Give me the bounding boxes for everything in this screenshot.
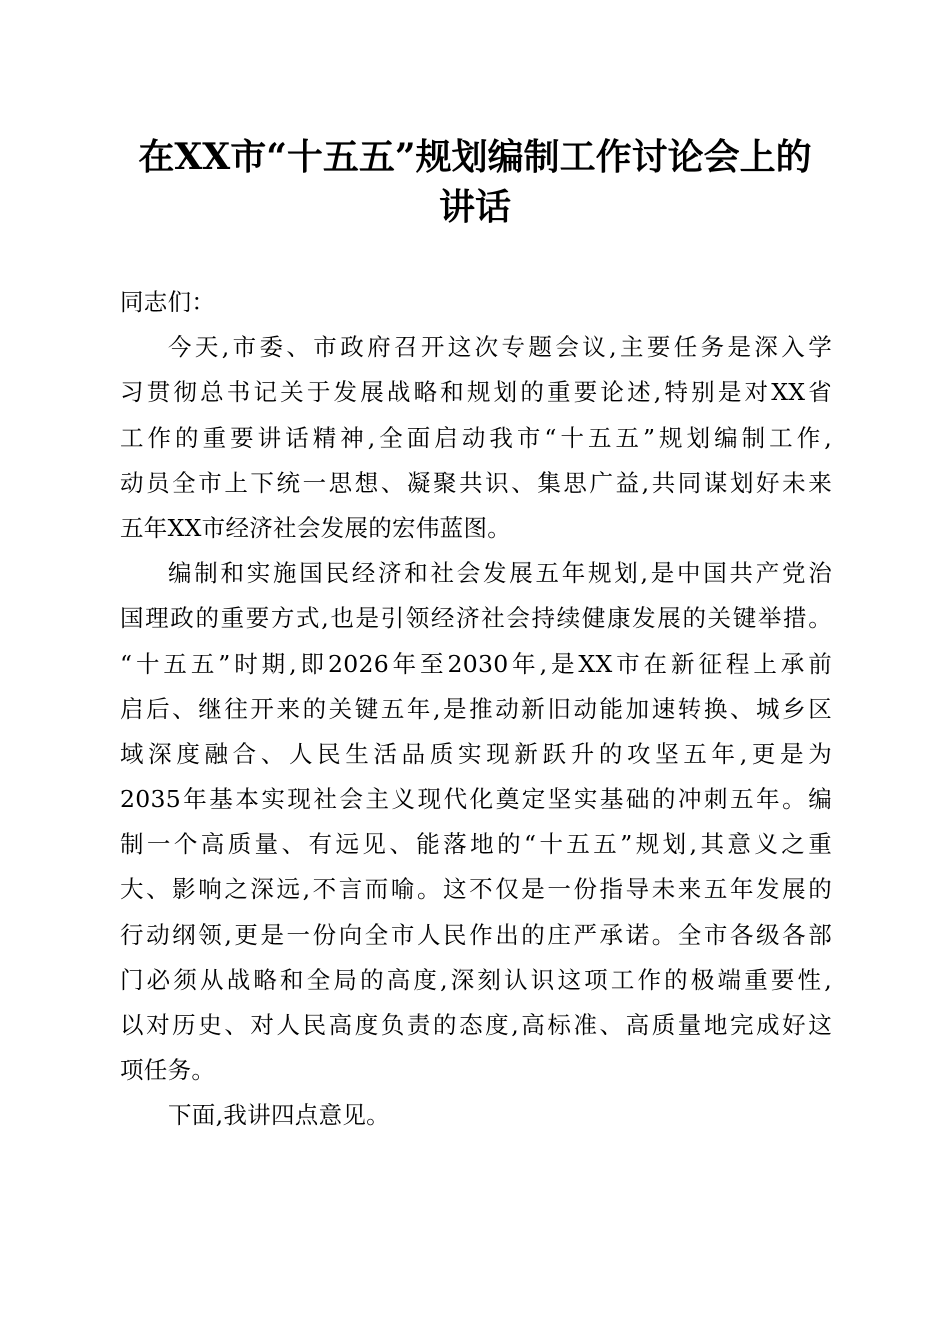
paragraph-3 (120, 1093, 832, 1138)
paragraph-1 (120, 325, 832, 551)
paragraph-line: 项任务。 (120, 1056, 216, 1085)
document-body (120, 280, 832, 1139)
paragraph-line: 以对历史、对人民高度负责的态度,高标准、高质量地完成好这 (120, 1011, 832, 1039)
paragraph-line: 制一个高质量、有远见、能落地的“十五五”规划,其意义之重 (120, 830, 832, 859)
document-title-line-1: 在XX市“十五五”规划编制工作讨论会上的 (138, 136, 812, 178)
paragraph-line: 习贯彻总书记关于发展战略和规划的重要论述,特别是对XX省 (120, 378, 832, 407)
paragraph-line: 行动纲领,更是一份向全市人民作出的庄严承诺。全市各级各部 (120, 920, 832, 949)
paragraph-line: 编制和实施国民经济和社会发展五年规划,是中国共产党治 (168, 559, 832, 588)
paragraph-line: “十五五”时期,即2026年至2030年,是XX市在新征程上承前 (120, 649, 832, 678)
paragraph-line: 门必须从战略和全局的高度,深刻认识这项工作的极端重要性, (120, 965, 832, 994)
document-title-line-2: 讲话 (438, 186, 511, 228)
paragraph-line: 域深度融合、人民生活品质实现新跃升的攻坚五年,更是为 (120, 739, 832, 768)
paragraph-line: 大、影响之深远,不言而喻。这不仅是一份指导未来五年发展的 (120, 875, 832, 904)
paragraph-line: 五年XX市经济社会发展的宏伟蓝图。 (120, 513, 512, 542)
paragraph-line: 国理政的重要方式,也是引领经济社会持续健康发展的关键举措。 (120, 604, 832, 633)
paragraph-line: 启后、继往开来的关键五年,是推动新旧动能加速转换、城乡区 (120, 694, 832, 723)
paragraph-2 (120, 551, 832, 1093)
paragraph-line: 2035年基本实现社会主义现代化奠定坚实基础的冲刺五年。编 (120, 785, 832, 814)
salutation: 同志们： (120, 288, 216, 316)
paragraph-line: 工作的重要讲话精神,全面启动我市“十五五”规划编制工作, (120, 423, 832, 452)
paragraph-line: 下面,我讲四点意见。 (168, 1101, 390, 1130)
paragraph-line: 今天,市委、市政府召开这次专题会议,主要任务是深入学 (168, 333, 832, 362)
paragraph-line: 动员全市上下统一思想、凝聚共识、集思广益,共同谋划好未来 (120, 468, 832, 497)
